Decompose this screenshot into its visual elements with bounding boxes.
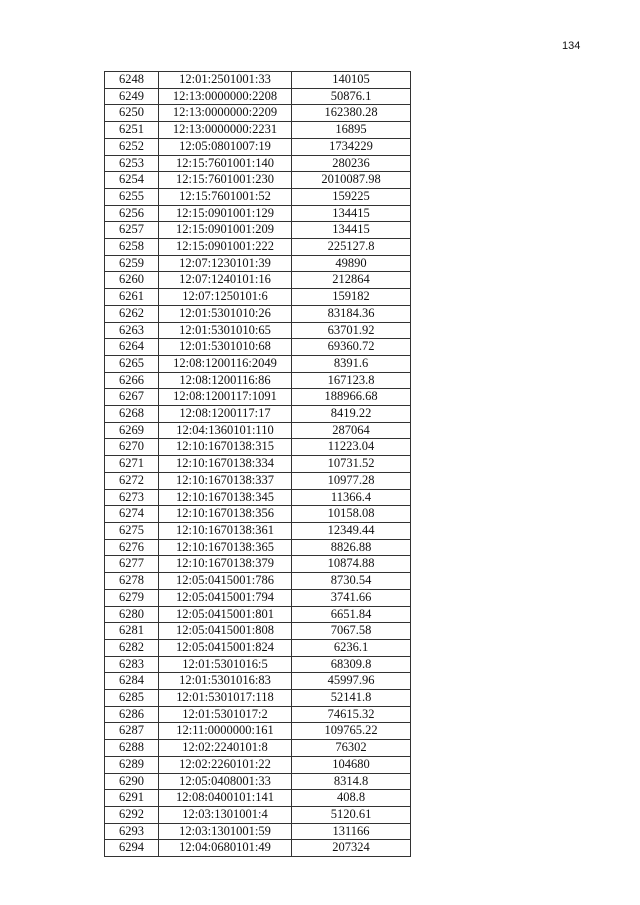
row-number-cell: 6294 (105, 840, 159, 857)
value-cell: 50876.1 (292, 88, 411, 105)
cadastral-number-cell: 12:01:5301010:65 (159, 322, 292, 339)
cadastral-number-cell: 12:05:0408001:33 (159, 773, 292, 790)
value-cell: 8730.54 (292, 573, 411, 590)
value-cell: 68309.8 (292, 656, 411, 673)
table-row (105, 823, 411, 840)
table-row (105, 72, 411, 89)
value-cell: 8314.8 (292, 773, 411, 790)
table-row (105, 222, 411, 239)
cadastral-number-cell: 12:15:7601001:140 (159, 155, 292, 172)
row-number-cell: 6280 (105, 606, 159, 623)
row-number-cell: 6281 (105, 623, 159, 640)
table-row (105, 740, 411, 757)
row-number-cell: 6253 (105, 155, 159, 172)
table-body (105, 72, 411, 857)
cadastral-number-cell: 12:10:1670138:365 (159, 539, 292, 556)
cadastral-number-cell: 12:07:1250101:6 (159, 289, 292, 306)
value-cell: 1734229 (292, 138, 411, 155)
table-row (105, 639, 411, 656)
value-cell: 6236.1 (292, 639, 411, 656)
value-cell: 212864 (292, 272, 411, 289)
cadastral-number-cell: 12:05:0415001:801 (159, 606, 292, 623)
value-cell: 109765.22 (292, 723, 411, 740)
cadastral-number-cell: 12:08:1200117:17 (159, 406, 292, 423)
table-row (105, 472, 411, 489)
row-number-cell: 6249 (105, 88, 159, 105)
value-cell: 6651.84 (292, 606, 411, 623)
row-number-cell: 6266 (105, 372, 159, 389)
cadastral-number-cell: 12:13:0000000:2231 (159, 122, 292, 139)
table-row (105, 840, 411, 857)
row-number-cell: 6292 (105, 806, 159, 823)
table-row (105, 122, 411, 139)
table-row (105, 690, 411, 707)
row-number-cell: 6273 (105, 489, 159, 506)
cadastral-number-cell: 12:05:0415001:786 (159, 573, 292, 590)
value-cell: 11366.4 (292, 489, 411, 506)
row-number-cell: 6252 (105, 138, 159, 155)
row-number-cell: 6261 (105, 289, 159, 306)
cadastral-number-cell: 12:15:7601001:52 (159, 188, 292, 205)
cadastral-number-cell: 12:01:2501001:33 (159, 72, 292, 89)
table-row (105, 172, 411, 189)
row-number-cell: 6288 (105, 740, 159, 757)
row-number-cell: 6260 (105, 272, 159, 289)
value-cell: 134415 (292, 222, 411, 239)
table-row (105, 506, 411, 523)
table-row (105, 389, 411, 406)
table-row (105, 255, 411, 272)
table-row (105, 155, 411, 172)
row-number-cell: 6255 (105, 188, 159, 205)
table-row (105, 239, 411, 256)
table-row (105, 406, 411, 423)
cadastral-number-cell: 12:15:0901001:222 (159, 239, 292, 256)
value-cell: 167123.8 (292, 372, 411, 389)
row-number-cell: 6270 (105, 439, 159, 456)
cadastral-number-cell: 12:01:5301017:118 (159, 690, 292, 707)
row-number-cell: 6263 (105, 322, 159, 339)
cadastral-number-cell: 12:13:0000000:2209 (159, 105, 292, 122)
row-number-cell: 6265 (105, 355, 159, 372)
cadastral-number-cell: 12:05:0801007:19 (159, 138, 292, 155)
table-row (105, 322, 411, 339)
value-cell: 134415 (292, 205, 411, 222)
cadastral-number-cell: 12:05:0415001:794 (159, 589, 292, 606)
cadastral-number-cell: 12:13:0000000:2208 (159, 88, 292, 105)
cadastral-number-cell: 12:02:2260101:22 (159, 756, 292, 773)
row-number-cell: 6291 (105, 790, 159, 807)
table-row (105, 806, 411, 823)
value-cell: 3741.66 (292, 589, 411, 606)
value-cell: 225127.8 (292, 239, 411, 256)
cadastral-number-cell: 12:02:2240101:8 (159, 740, 292, 757)
table-row (105, 205, 411, 222)
row-number-cell: 6276 (105, 539, 159, 556)
cadastral-number-cell: 12:15:7601001:230 (159, 172, 292, 189)
value-cell: 159225 (292, 188, 411, 205)
row-number-cell: 6267 (105, 389, 159, 406)
cadastral-number-cell: 12:15:0901001:209 (159, 222, 292, 239)
cadastral-number-cell: 12:01:5301016:5 (159, 656, 292, 673)
table-row (105, 573, 411, 590)
value-cell: 2010087.98 (292, 172, 411, 189)
row-number-cell: 6286 (105, 706, 159, 723)
table-row (105, 522, 411, 539)
row-number-cell: 6271 (105, 456, 159, 473)
value-cell: 83184.36 (292, 305, 411, 322)
value-cell: 74615.32 (292, 706, 411, 723)
value-cell: 10977.28 (292, 472, 411, 489)
row-number-cell: 6274 (105, 506, 159, 523)
value-cell: 408.8 (292, 790, 411, 807)
table-row (105, 773, 411, 790)
cadastral-number-cell: 12:11:0000000:161 (159, 723, 292, 740)
cadastral-number-cell: 12:01:5301010:68 (159, 339, 292, 356)
cadastral-number-cell: 12:01:5301010:26 (159, 305, 292, 322)
cadastral-number-cell: 12:08:1200117:1091 (159, 389, 292, 406)
row-number-cell: 6293 (105, 823, 159, 840)
value-cell: 52141.8 (292, 690, 411, 707)
cadastral-number-cell: 12:10:1670138:345 (159, 489, 292, 506)
row-number-cell: 6272 (105, 472, 159, 489)
row-number-cell: 6258 (105, 239, 159, 256)
value-cell: 8826.88 (292, 539, 411, 556)
row-number-cell: 6287 (105, 723, 159, 740)
table-row (105, 138, 411, 155)
value-cell: 7067.58 (292, 623, 411, 640)
row-number-cell: 6257 (105, 222, 159, 239)
cadastral-number-cell: 12:03:1301001:59 (159, 823, 292, 840)
cadastral-number-cell: 12:05:0415001:824 (159, 639, 292, 656)
cadastral-number-cell: 12:04:1360101:110 (159, 422, 292, 439)
cadastral-number-cell: 12:10:1670138:337 (159, 472, 292, 489)
table-row (105, 88, 411, 105)
cadastral-number-cell: 12:01:5301017:2 (159, 706, 292, 723)
value-cell: 76302 (292, 740, 411, 757)
value-cell: 69360.72 (292, 339, 411, 356)
data-table (104, 71, 411, 857)
cadastral-number-cell: 12:15:0901001:129 (159, 205, 292, 222)
row-number-cell: 6254 (105, 172, 159, 189)
table-row (105, 272, 411, 289)
cadastral-number-cell: 12:07:1240101:16 (159, 272, 292, 289)
row-number-cell: 6284 (105, 673, 159, 690)
value-cell: 287064 (292, 422, 411, 439)
row-number-cell: 6248 (105, 72, 159, 89)
value-cell: 159182 (292, 289, 411, 306)
cadastral-number-cell: 12:08:1200116:86 (159, 372, 292, 389)
row-number-cell: 6264 (105, 339, 159, 356)
value-cell: 131166 (292, 823, 411, 840)
table-row (105, 606, 411, 623)
table-row (105, 289, 411, 306)
row-number-cell: 6278 (105, 573, 159, 590)
row-number-cell: 6279 (105, 589, 159, 606)
row-number-cell: 6285 (105, 690, 159, 707)
page-number: 134 (562, 40, 581, 52)
value-cell: 162380.28 (292, 105, 411, 122)
cadastral-number-cell: 12:03:1301001:4 (159, 806, 292, 823)
cadastral-number-cell: 12:07:1230101:39 (159, 255, 292, 272)
row-number-cell: 6277 (105, 556, 159, 573)
value-cell: 10731.52 (292, 456, 411, 473)
table-row (105, 372, 411, 389)
value-cell: 140105 (292, 72, 411, 89)
value-cell: 63701.92 (292, 322, 411, 339)
table-row (105, 656, 411, 673)
table-row (105, 673, 411, 690)
cadastral-number-cell: 12:01:5301016:83 (159, 673, 292, 690)
row-number-cell: 6256 (105, 205, 159, 222)
table-row (105, 706, 411, 723)
value-cell: 188966.68 (292, 389, 411, 406)
table-row (105, 756, 411, 773)
row-number-cell: 6251 (105, 122, 159, 139)
table-row (105, 723, 411, 740)
table-row (105, 339, 411, 356)
table-row (105, 305, 411, 322)
value-cell: 8419.22 (292, 406, 411, 423)
row-number-cell: 6275 (105, 522, 159, 539)
cadastral-number-cell: 12:10:1670138:361 (159, 522, 292, 539)
cadastral-number-cell: 12:08:1200116:2049 (159, 355, 292, 372)
value-cell: 5120.61 (292, 806, 411, 823)
cadastral-number-cell: 12:10:1670138:379 (159, 556, 292, 573)
table-row (105, 422, 411, 439)
value-cell: 104680 (292, 756, 411, 773)
value-cell: 16895 (292, 122, 411, 139)
row-number-cell: 6269 (105, 422, 159, 439)
value-cell: 49890 (292, 255, 411, 272)
cadastral-number-cell: 12:10:1670138:356 (159, 506, 292, 523)
cadastral-number-cell: 12:04:0680101:49 (159, 840, 292, 857)
table-row (105, 539, 411, 556)
cadastral-number-cell: 12:10:1670138:334 (159, 456, 292, 473)
table-row (105, 439, 411, 456)
value-cell: 8391.6 (292, 355, 411, 372)
table-row (105, 790, 411, 807)
row-number-cell: 6289 (105, 756, 159, 773)
value-cell: 207324 (292, 840, 411, 857)
row-number-cell: 6250 (105, 105, 159, 122)
value-cell: 10874.88 (292, 556, 411, 573)
row-number-cell: 6290 (105, 773, 159, 790)
table-row (105, 355, 411, 372)
row-number-cell: 6282 (105, 639, 159, 656)
table-row (105, 188, 411, 205)
value-cell: 11223.04 (292, 439, 411, 456)
table-row (105, 105, 411, 122)
value-cell: 12349.44 (292, 522, 411, 539)
value-cell: 45997.96 (292, 673, 411, 690)
table-row (105, 589, 411, 606)
table-row (105, 456, 411, 473)
row-number-cell: 6283 (105, 656, 159, 673)
table-row (105, 489, 411, 506)
row-number-cell: 6268 (105, 406, 159, 423)
row-number-cell: 6262 (105, 305, 159, 322)
cadastral-number-cell: 12:08:0400101:141 (159, 790, 292, 807)
value-cell: 10158.08 (292, 506, 411, 523)
table-row (105, 623, 411, 640)
table-row (105, 556, 411, 573)
value-cell: 280236 (292, 155, 411, 172)
row-number-cell: 6259 (105, 255, 159, 272)
cadastral-number-cell: 12:05:0415001:808 (159, 623, 292, 640)
cadastral-number-cell: 12:10:1670138:315 (159, 439, 292, 456)
